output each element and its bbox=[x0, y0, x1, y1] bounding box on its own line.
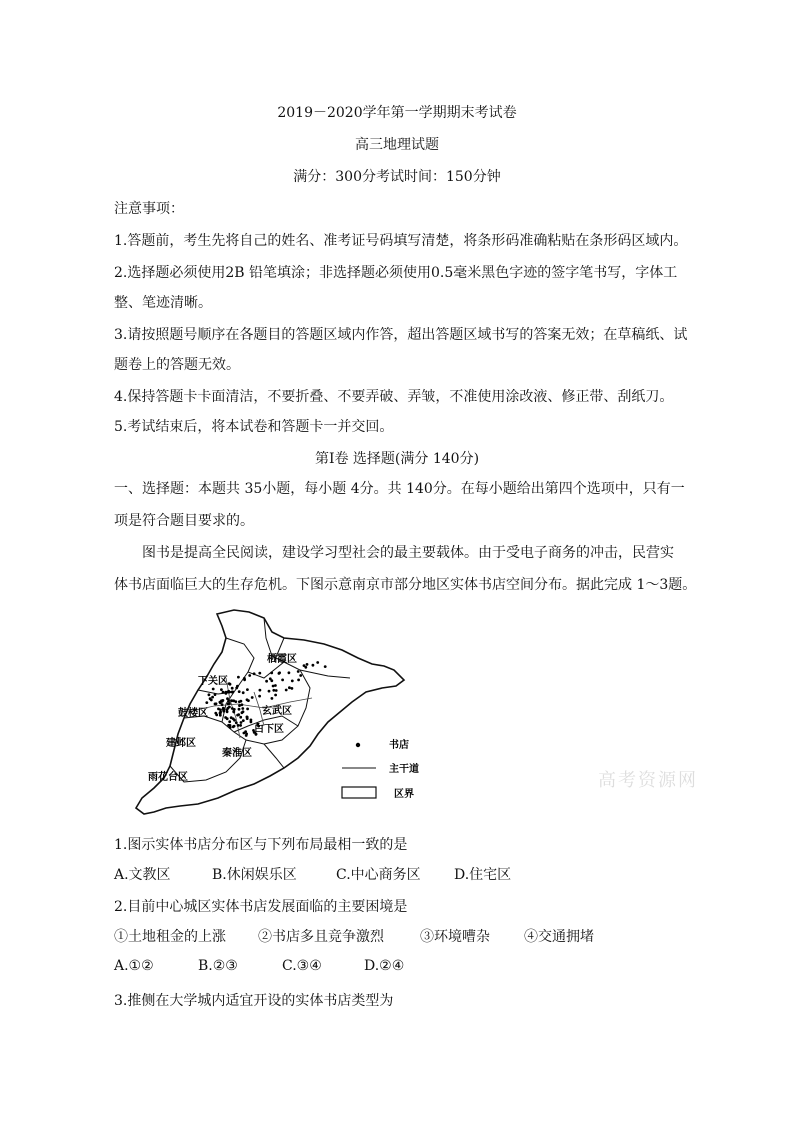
question-2-option-a: A.①② bbox=[114, 958, 154, 974]
bookstore-dot bbox=[246, 717, 249, 720]
district-label-qixia: 栖霞区 bbox=[267, 654, 297, 665]
bookstore-dot bbox=[297, 679, 300, 682]
bookstore-dot bbox=[239, 724, 242, 727]
bookstore-dot bbox=[285, 689, 288, 692]
bookstore-dot bbox=[238, 708, 241, 711]
bookstore-dot bbox=[237, 676, 240, 679]
bookstore-dot bbox=[220, 688, 223, 691]
district-label-baixia: 白下区 bbox=[254, 724, 284, 735]
district-label-qinhuai: 秦淮区 bbox=[222, 748, 252, 759]
bookstore-dot bbox=[316, 661, 319, 664]
bookstore-dot bbox=[299, 674, 302, 677]
bookstore-dot bbox=[236, 714, 239, 717]
bookstore-dot bbox=[219, 701, 222, 704]
bookstore-dot bbox=[253, 672, 256, 675]
passage-line-1: 图书是提高全民阅读，建设学习型社会的最主要载体。由于受电子商务的冲击，民营实 bbox=[142, 545, 674, 561]
bookstore-dot bbox=[258, 695, 261, 698]
bookstore-dot bbox=[281, 679, 284, 682]
bookstore-dot bbox=[265, 680, 268, 683]
bookstore-dot bbox=[210, 699, 213, 702]
legend-bookstore-label: 书店 bbox=[389, 740, 409, 751]
bookstore-dot bbox=[258, 672, 261, 675]
bookstore-dot bbox=[232, 699, 235, 702]
question-2-stem: 2.目前中心城区实体书店发展面临的主要困境是 bbox=[114, 899, 408, 915]
bookstore-dot bbox=[212, 688, 215, 691]
bookstore-dot bbox=[231, 687, 234, 690]
question-1-option-d: D.住宅区 bbox=[454, 867, 512, 883]
note-line-4: 4.保持答题卡卡面清洁，不要折叠、不要弄破、弄皱，不准使用涂改液、修正带、刮纸刀。 bbox=[114, 389, 674, 405]
bookstore-dot bbox=[288, 671, 291, 674]
bookstore-dot bbox=[205, 701, 208, 704]
bookstore-dot bbox=[240, 700, 243, 703]
bookstore-dot bbox=[238, 704, 241, 707]
legend-boundary-box-icon bbox=[342, 787, 376, 798]
bookstore-dot bbox=[214, 693, 217, 696]
watermark: 高考资源网 bbox=[598, 770, 698, 791]
exam-title: 2019－2020学年第一学期期末考试卷 bbox=[277, 105, 517, 121]
question-1-stem: 1.图示实体书店分布区与下列布局最相一致的是 bbox=[114, 837, 408, 853]
bookstore-dot bbox=[271, 697, 274, 700]
bookstore-dot bbox=[246, 708, 249, 711]
bookstore-dot bbox=[251, 696, 254, 699]
bookstore-dot bbox=[291, 680, 294, 683]
bookstore-dot bbox=[239, 716, 242, 719]
bookstore-dot bbox=[229, 726, 232, 729]
question-3-stem: 3.推侧在大学城内适宜开设的实体书店类型为 bbox=[114, 993, 394, 1009]
bookstore-dot bbox=[246, 698, 249, 701]
bookstore-dot bbox=[246, 688, 249, 691]
bookstore-dot bbox=[306, 663, 309, 666]
district-label-yuhuatai: 雨花台区 bbox=[148, 772, 188, 783]
bookstore-dot bbox=[240, 721, 243, 724]
exam-subtitle: 高三地理试题 bbox=[355, 137, 439, 153]
bookstore-dot bbox=[211, 696, 214, 699]
exam-meta: 满分：300分考试时间：150分钟 bbox=[293, 169, 501, 185]
bookstore-dot bbox=[214, 712, 217, 715]
question-2-item-4: ④交通拥堵 bbox=[524, 929, 594, 945]
bookstore-dot bbox=[270, 672, 273, 675]
bookstore-dot bbox=[214, 703, 217, 706]
bookstore-dot bbox=[231, 691, 234, 694]
note-line-2-cont: 整、笔迹清晰。 bbox=[114, 295, 212, 311]
question-2-item-2: ②书店多且竞争激烈 bbox=[258, 929, 384, 945]
bookstore-dot bbox=[324, 665, 327, 668]
bookstore-dot bbox=[226, 697, 229, 700]
bookstore-dot bbox=[243, 732, 246, 735]
bookstore-dot bbox=[238, 690, 241, 693]
bookstore-dot bbox=[268, 690, 271, 693]
question-1-option-b: B.休闲娱乐区 bbox=[212, 867, 297, 883]
legend-road-label: 主干道 bbox=[389, 764, 419, 775]
bookstore-dot bbox=[235, 721, 238, 724]
bookstore-dot bbox=[231, 707, 234, 710]
bookstore-dot bbox=[227, 707, 230, 710]
bookstore-dot bbox=[250, 719, 253, 722]
bookstore-dot bbox=[248, 674, 251, 677]
bookstore-dot bbox=[242, 691, 245, 694]
bookstore-dot bbox=[227, 703, 230, 706]
bookstore-dot bbox=[278, 671, 281, 674]
bookstore-dot bbox=[303, 664, 306, 667]
note-line-2: 2.选择题必须使用2B 铅笔填涂；非选择题必须使用0.5毫米黑色字迹的签字笔书写，字体工 bbox=[114, 265, 678, 281]
bookstore-dot bbox=[243, 678, 246, 681]
bookstore-dot bbox=[275, 689, 278, 692]
question-1-option-c: C.中心商务区 bbox=[336, 867, 421, 883]
note-line-3: 3.请按照题号顺序在各题目的答题区域内作答，超出答题区域书写的答案无效；在草稿纸、试 bbox=[114, 327, 688, 343]
section-title: 第Ⅰ卷 选择题(满分 140分) bbox=[314, 451, 480, 467]
bookstore-dot bbox=[269, 677, 272, 680]
bookstore-dot bbox=[228, 682, 231, 685]
bookstore-dot bbox=[291, 687, 294, 690]
passage-line-2: 体书店面临巨大的生存危机。下图示意南京市部分地区实体书店空间分布。据此完成 1～3题。 bbox=[114, 577, 697, 593]
question-2-item-1: ①土地租金的上涨 bbox=[114, 929, 226, 945]
question-1-option-a: A.文教区 bbox=[114, 867, 171, 883]
bookstore-dot bbox=[274, 694, 277, 697]
legend-bookstore-dot-icon bbox=[356, 743, 360, 747]
bookstore-dot bbox=[241, 707, 244, 710]
bookstore-dot bbox=[272, 685, 275, 688]
bookstore-dot bbox=[241, 703, 244, 706]
bookstore-dot bbox=[219, 708, 222, 711]
bookstore-dot bbox=[208, 693, 211, 696]
section-instruction-1: 一、选择题：本题共 35小题，每小题 4分。共 140分。在每小题给出第四个选项中，只有一 bbox=[114, 481, 685, 497]
bookstore-dot bbox=[241, 711, 244, 714]
bookstore-dot bbox=[235, 687, 238, 690]
question-2-item-3: ③环境嘈杂 bbox=[420, 929, 490, 945]
legend-boundary-label: 区界 bbox=[394, 789, 414, 800]
bookstore-dot bbox=[259, 689, 262, 692]
question-2-option-d: D.②④ bbox=[364, 958, 405, 974]
section-instruction-2: 项是符合题目要求的。 bbox=[114, 513, 254, 529]
bookstore-dot bbox=[297, 670, 300, 673]
bookstore-dot bbox=[226, 717, 229, 720]
bookstore-dot bbox=[226, 710, 229, 713]
district-label-xuanwu: 玄武区 bbox=[262, 706, 292, 717]
bookstore-dot bbox=[274, 684, 277, 687]
bookstore-dot bbox=[242, 719, 245, 722]
bookstore-dot bbox=[312, 664, 315, 667]
bookstore-dot bbox=[222, 691, 225, 694]
bookstore-dot bbox=[272, 689, 275, 692]
notes-heading: 注意事项： bbox=[114, 201, 184, 217]
note-line-5: 5.考试结束后，将本试卷和答题卡一并交回。 bbox=[114, 419, 394, 435]
district-label-gulou: 鼓楼区 bbox=[178, 708, 208, 719]
bookstore-dot bbox=[245, 734, 248, 737]
bookstore-dot bbox=[227, 690, 230, 693]
bookstore-map bbox=[114, 608, 504, 820]
note-line-3-cont: 题卷上的答题无效。 bbox=[114, 357, 240, 373]
bookstore-dot bbox=[233, 725, 236, 728]
question-2-option-c: C.③④ bbox=[282, 958, 322, 974]
district-label-jianye: 建邺区 bbox=[166, 738, 196, 749]
bookstore-dot bbox=[237, 724, 240, 727]
district-label-xiaguan: 下关区 bbox=[198, 676, 228, 687]
bookstore-dot bbox=[288, 686, 291, 689]
bookstore-dot bbox=[221, 703, 224, 706]
map-legend bbox=[342, 738, 419, 800]
bookstore-dot bbox=[222, 708, 225, 711]
bookstore-dot bbox=[232, 717, 235, 720]
note-line-1: 1.答题前，考生先将自己的姓名、准考证号码填写清楚，将条形码准确粘贴在条形码区域内。 bbox=[114, 233, 688, 249]
bookstore-dot bbox=[228, 720, 231, 723]
question-2-option-b: B.②③ bbox=[198, 958, 238, 974]
